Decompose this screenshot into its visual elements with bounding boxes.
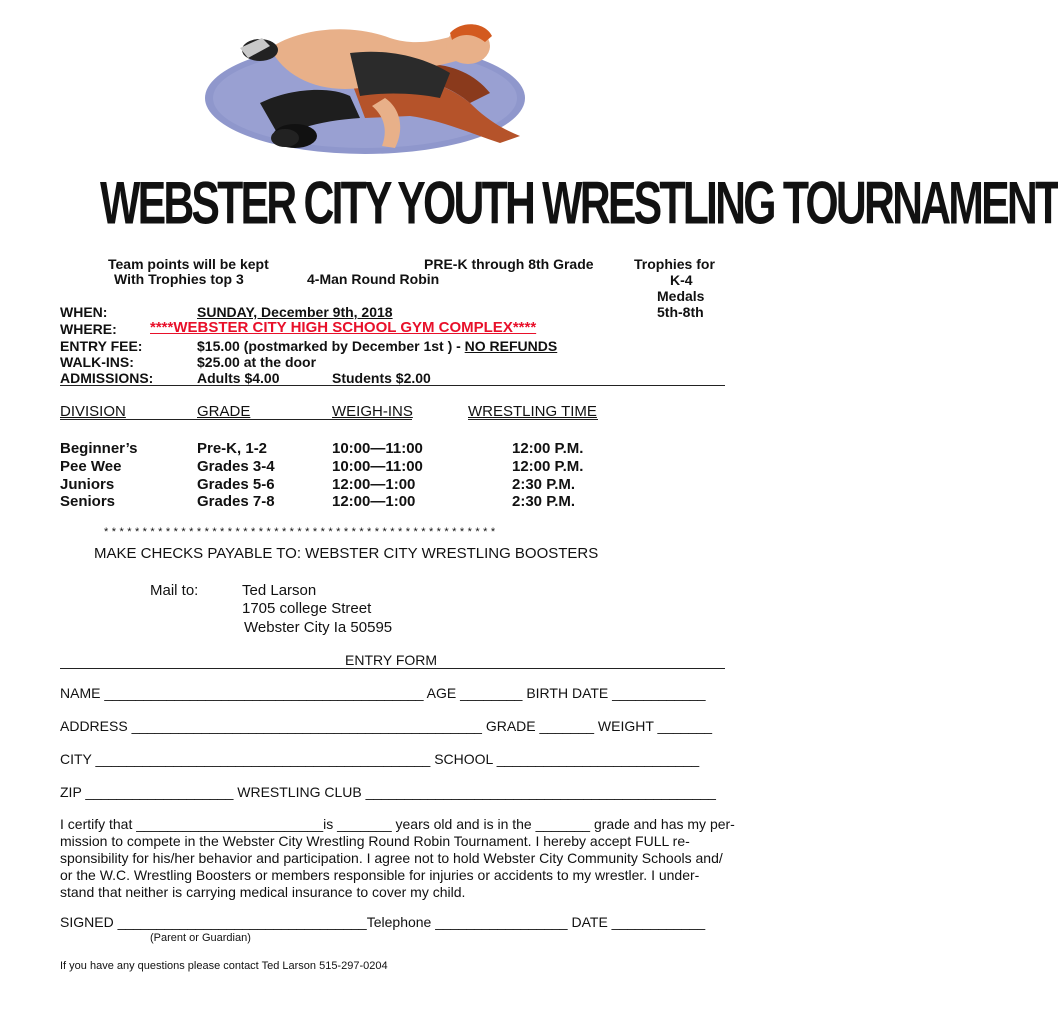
wrestling-time-header: WRESTLING TIME <box>468 403 597 420</box>
row-time: 12:00 P.M. <box>512 458 584 475</box>
certification-line: I certify that ________________________is _______ years old and is in the _______ grade and has my per- <box>60 816 735 832</box>
grades-line-1: PRE-K through 8th Grade <box>424 256 594 272</box>
trophies-line-1: Trophies for <box>634 256 715 272</box>
admissions-adults: Adults $4.00 <box>197 370 280 386</box>
row-grade: Grades 5-6 <box>197 476 275 493</box>
contact-note: If you have any questions please contact Ted Larson 515-297-0204 <box>60 960 388 972</box>
row-weighin: 10:00—11:00 <box>332 458 423 475</box>
row-time: 12:00 P.M. <box>512 440 584 457</box>
admissions-label: ADMISSIONS: <box>60 370 154 386</box>
row-weighin: 12:00—1:00 <box>332 493 416 510</box>
where-label: WHERE: <box>60 321 117 337</box>
signature-line[interactable]: SIGNED ________________________________Telephone _________________ DATE ____________ <box>60 914 706 930</box>
tournament-title: WEBSTER CITY YOUTH WRESTLING TOURNAMENT <box>100 168 1058 237</box>
row-division: Juniors <box>60 476 115 493</box>
when-value: SUNDAY, December 9th, 2018 <box>197 304 393 320</box>
division-underline <box>60 419 198 420</box>
mail-street: 1705 college Street <box>242 600 372 617</box>
grade-underline <box>197 419 332 420</box>
division-header: DIVISION <box>60 403 126 420</box>
no-refunds-note: NO REFUNDS <box>464 338 558 354</box>
weighins-header: WEIGH-INS <box>332 403 413 420</box>
certification-line: sponsibility for his/her behavior and participation. I agree not to hold Webster City Community Schools and/ <box>60 850 723 866</box>
row-time: 2:30 P.M. <box>512 493 576 510</box>
city-school-line[interactable]: CITY ___________________________________________ SCHOOL __________________________ <box>60 751 700 767</box>
entry-fee-label: ENTRY FEE: <box>60 338 143 354</box>
certification-line: or the W.C. Wrestling Boosters or members responsible for injuries or accidents to my wrestler. I under- <box>60 867 700 883</box>
address-grade-weight-line[interactable]: ADDRESS _____________________________________________ GRADE _______ WEIGHT _______ <box>60 718 713 734</box>
team-points-line-2: With Trophies top 3 <box>114 271 244 287</box>
admissions-students: Students $2.00 <box>332 370 431 386</box>
walkins-label: WALK-INS: <box>60 354 134 370</box>
checks-payable: MAKE CHECKS PAYABLE TO: WEBSTER CITY WRESTLING BOOSTERS <box>94 545 599 562</box>
name-age-birthdate-line[interactable]: NAME _________________________________________ AGE ________ BIRTH DATE ____________ <box>60 685 706 701</box>
entry-fee-amount: $15.00 (postmarked by December 1st ) - <box>197 338 465 354</box>
team-points-line-1: Team points will be kept <box>108 256 269 272</box>
certification-line: mission to compete in the Webster City Wrestling Round Robin Tournament. I hereby accept FULL re- <box>60 833 690 849</box>
entry-fee-value <box>197 338 557 354</box>
mail-label: Mail to: <box>150 582 199 599</box>
mail-city: Webster City Ia 50595 <box>244 619 393 636</box>
row-weighin: 12:00—1:00 <box>332 476 416 493</box>
weighins-underline <box>332 419 412 420</box>
wrestling-time-underline <box>468 419 598 420</box>
certification-line: stand that neither is carrying medical insurance to cover my child. <box>60 884 466 900</box>
row-division: Seniors <box>60 493 116 510</box>
certification-paragraph <box>60 816 735 901</box>
zip-club-line[interactable]: ZIP ___________________ WRESTLING CLUB _____________________________________________ <box>60 784 716 800</box>
mail-name: Ted Larson <box>242 582 317 599</box>
admissions-rule <box>60 385 725 386</box>
wrestlers-illustration <box>200 8 540 158</box>
row-grade: Grades 3-4 <box>197 458 275 475</box>
row-time: 2:30 P.M. <box>512 476 576 493</box>
star-divider: * * * * * * * * * * * * * * * * * * * * * * * * * * * * * * * * * * * * * * * * * * * * * * * * * * * <box>104 526 496 538</box>
where-value: ****WEBSTER CITY HIGH SCHOOL GYM COMPLEX**** <box>150 319 537 336</box>
row-weighin: 10:00—11:00 <box>332 440 423 457</box>
trophies-line-3: Medals <box>657 288 705 304</box>
row-division: Beginner’s <box>60 440 138 457</box>
row-grade: Pre-K, 1-2 <box>197 440 268 457</box>
row-grade: Grades 7-8 <box>197 493 275 510</box>
grades-line-2: 4-Man Round Robin <box>307 271 440 287</box>
trophies-line-4: 5th-8th <box>657 304 704 320</box>
row-division: Pee Wee <box>60 458 122 475</box>
grade-header: GRADE <box>197 403 251 420</box>
when-label: WHEN: <box>60 304 108 320</box>
walkins-value: $25.00 at the door <box>197 354 317 370</box>
trophies-line-2: K-4 <box>670 272 693 288</box>
entry-form-rule <box>60 668 725 669</box>
guardian-note: (Parent or Guardian) <box>150 932 251 944</box>
entry-form-heading: ENTRY FORM <box>345 652 438 668</box>
